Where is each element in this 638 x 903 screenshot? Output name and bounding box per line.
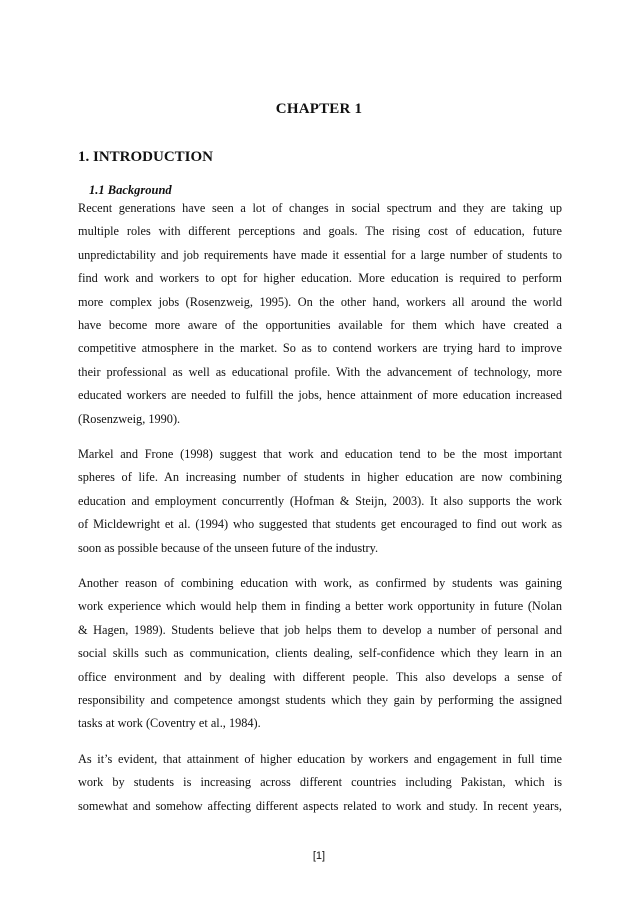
text-line: more complex jobs (Rosenzweig, 1995). On the other hand, workers all around the world — [78, 294, 562, 309]
text-line: work experience which would help them in finding a better work opportunity in future (Nolan — [78, 599, 562, 614]
paragraph-3 — [78, 572, 562, 736]
section-heading: 1. INTRODUCTION — [78, 149, 214, 165]
text-line: social skills such as communication, clients dealing, self-confidence which they learn in an — [78, 646, 562, 661]
text-line: tasks at work (Coventry et al., 1984). — [78, 716, 261, 731]
text-line: educated workers are needed to fulfill the jobs, hence attainment of more education increased — [78, 388, 562, 403]
text-line: responsibility and competence amongst students which they gain by performing the assigned — [78, 692, 562, 707]
text-line: (Rosenzweig, 1990). — [78, 411, 181, 426]
text-line: have become more aware of the opportunities available for them which have created a — [78, 317, 562, 332]
text-line: Markel and Frone (1998) suggest that work and education tend to be the most important — [78, 447, 562, 461]
text-line: soon as possible because of the unseen future of the industry. — [78, 540, 379, 555]
text-line: competitive atmosphere in the market. So as to contend workers are trying hard to improve — [78, 341, 562, 356]
text-line: spheres of life. An increasing number of students in higher education are now combining — [78, 470, 562, 485]
text-line: Another reason of combining education with work, as confirmed by students was gaining — [78, 576, 562, 590]
text-line: of Micldewright et al. (1994) who suggested that students get encouraged to find out work as — [78, 517, 562, 532]
text-line: find work and workers to opt for higher education. More education is required to perform — [78, 271, 562, 286]
text-line: multiple roles with different perceptions and goals. The rising cost of education, future — [78, 224, 562, 239]
text-line: education and employment concurrently (Hofman & Steijn, 2003). It also supports the work — [78, 493, 562, 508]
text-line: Recent generations have seen a lot of changes in social spectrum and they are taking up — [78, 201, 562, 215]
text-line: As it’s evident, that attainment of higher education by workers and engagement in full time — [78, 752, 562, 766]
text-line: work by students is increasing across different countries including Pakistan, which is — [78, 775, 562, 790]
paragraph-2 — [78, 443, 562, 560]
page-number: [1] — [312, 850, 326, 862]
subsection-heading: 1.1 Background — [89, 183, 172, 197]
paragraph-1 — [78, 197, 562, 431]
text-line: somewhat and somehow affecting different aspects related to work and study. In recent years, — [78, 798, 562, 813]
text-line: their professional as well as educational profile. With the advancement of technology, more — [78, 364, 562, 379]
paragraph-4 — [78, 748, 562, 818]
chapter-heading: CHAPTER 1 — [275, 101, 363, 117]
text-line: office environment and by dealing with different people. This also develops a sense of — [78, 669, 562, 684]
text-line: & Hagen, 1989). Students believe that job helps them to develop a number of personal and — [78, 622, 562, 637]
text-line: unpredictability and job requirements have made it essential for a large number of students to — [78, 247, 562, 262]
